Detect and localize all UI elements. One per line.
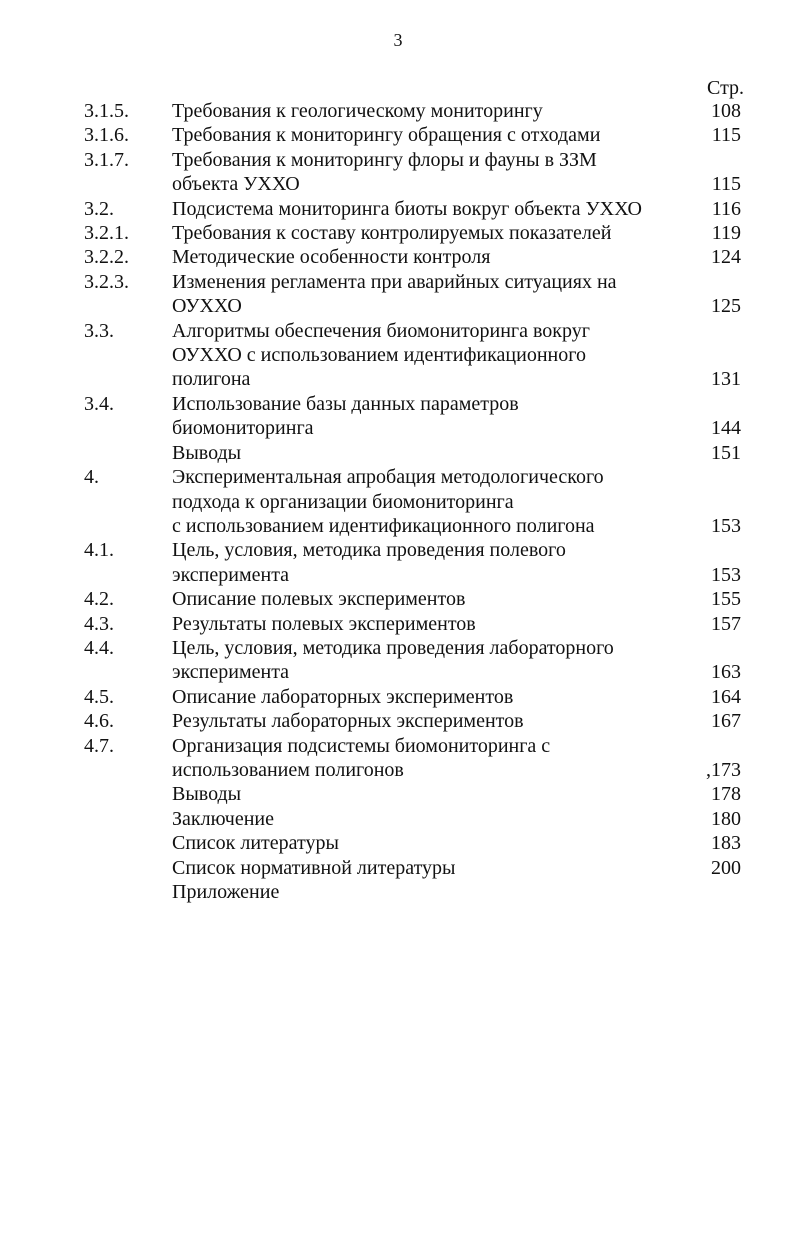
- section-title: [172, 319, 692, 392]
- page-ref: 164: [711, 685, 741, 708]
- section-title-line: Подсистема мониторинга биоты вокруг объекта УХХО: [172, 197, 642, 220]
- section-title-line: Цель, условия, методика проведения лабораторного: [172, 636, 614, 659]
- section-title-line: Цель, условия, методика проведения полевого: [172, 539, 566, 562]
- page-ref: 157: [711, 612, 741, 635]
- toc-entry: [0, 734, 796, 783]
- section-title-line: Требования к составу контролируемых показателей: [172, 222, 612, 245]
- section-title: [172, 221, 692, 245]
- toc-entry: [0, 709, 796, 733]
- section-title: [172, 831, 692, 855]
- section-title-line: Экспериментальная апробация методологического: [172, 466, 604, 489]
- section-title: [172, 441, 692, 465]
- page-ref: 124: [711, 246, 741, 269]
- section-title-line: Алгоритмы обеспечения биомониторинга вокруг: [172, 319, 590, 342]
- section-title-line: подхода к организации биомониторинга: [172, 490, 514, 513]
- page-ref: 163: [711, 661, 741, 684]
- section-number: 4.5.: [84, 685, 114, 708]
- section-title-line: Список литературы: [172, 832, 339, 855]
- section-number: 3.2.3.: [84, 270, 129, 293]
- section-title-line: Выводы: [172, 783, 242, 806]
- toc-entry: [0, 831, 796, 855]
- section-title-line: Описание лабораторных экспериментов: [172, 685, 514, 708]
- toc-entry: [0, 441, 796, 465]
- page-ref: 155: [711, 588, 741, 611]
- page-ref: 125: [711, 295, 741, 318]
- page-ref: 167: [711, 710, 741, 733]
- section-number: 3.3.: [84, 319, 114, 342]
- section-title-line: Методические особенности контроля: [172, 246, 491, 269]
- section-title: [172, 99, 692, 123]
- section-title-line: Результаты лабораторных экспериментов: [172, 710, 524, 733]
- page-ref: 115: [711, 124, 741, 147]
- section-title: [172, 270, 692, 319]
- toc-entry: [0, 221, 796, 245]
- section-title: [172, 123, 692, 147]
- toc-entry: [0, 685, 796, 709]
- page-number: 3: [393, 30, 403, 50]
- section-number: 4.2.: [84, 588, 114, 611]
- toc-entry: [0, 636, 796, 685]
- section-title: [172, 612, 692, 636]
- section-title: [172, 709, 692, 733]
- toc-entry: [0, 148, 796, 197]
- section-title: [172, 782, 692, 806]
- section-title-line: Результаты полевых экспериментов: [172, 612, 476, 635]
- page-ref: 116: [711, 197, 741, 220]
- toc-entry: [0, 319, 796, 392]
- section-title: [172, 856, 692, 880]
- section-title-line: Выводы: [172, 441, 242, 464]
- section-title-line: Требования к мониторингу обращения с отходами: [172, 124, 601, 147]
- section-title-line: Описание полевых экспериментов: [172, 588, 466, 611]
- section-number: 3.2.2.: [84, 246, 129, 269]
- page-ref: 183: [711, 832, 741, 855]
- section-number: 4.7.: [84, 734, 114, 757]
- page-ref: 180: [711, 807, 741, 830]
- section-number: 4.: [84, 466, 99, 489]
- page-ref: 153: [711, 563, 741, 586]
- page-ref: 119: [711, 222, 741, 245]
- section-number: 3.1.7.: [84, 148, 129, 171]
- section-title: [172, 148, 692, 197]
- section-title: [172, 685, 692, 709]
- section-title: [172, 392, 692, 441]
- page-ref: 153: [711, 514, 741, 537]
- toc-entry: [0, 807, 796, 831]
- section-number: 4.4.: [84, 636, 114, 659]
- section-title-line: Заключение: [172, 807, 274, 830]
- section-title-line: ОУХХО: [172, 295, 242, 318]
- section-title-line: использованием полигонов: [172, 758, 404, 781]
- pages-column-header: Стр.: [707, 77, 745, 99]
- page-ref: ,173: [706, 758, 741, 781]
- section-title-line: биомониторинга: [172, 417, 314, 440]
- toc-entry: [0, 465, 796, 538]
- section-title-line: с использованием идентификационного полигона: [172, 514, 595, 537]
- toc-entry: [0, 856, 796, 880]
- section-title: [172, 734, 692, 783]
- section-title: [172, 636, 692, 685]
- section-title: [172, 880, 692, 904]
- section-number: 4.3.: [84, 612, 114, 635]
- section-title-line: Приложение: [172, 881, 280, 903]
- section-title-line: ОУХХО с использованием идентификационного: [172, 344, 586, 367]
- page-ref: 144: [711, 417, 741, 440]
- section-title-line: Организация подсистемы биомониторинга с: [172, 734, 551, 757]
- page-ref: 115: [711, 173, 741, 196]
- section-title-line: Изменения регламента при аварийных ситуациях на: [172, 270, 617, 293]
- section-title: [172, 807, 692, 831]
- section-number: 4.6.: [84, 710, 114, 733]
- toc-entry: [0, 392, 796, 441]
- section-title: [172, 197, 692, 221]
- toc-entry: [0, 245, 796, 269]
- table-of-contents: [0, 99, 796, 904]
- section-number: 3.4.: [84, 392, 114, 415]
- section-title-line: Список нормативной литературы: [172, 856, 456, 879]
- section-title-line: полигона: [172, 368, 251, 391]
- section-title: [172, 465, 692, 538]
- toc-entry: [0, 587, 796, 611]
- page-ref: 108: [711, 100, 741, 122]
- section-title-line: Требования к геологическому мониторингу: [172, 100, 543, 122]
- section-number: 3.2.1.: [84, 222, 129, 245]
- section-title-line: эксперимента: [172, 661, 290, 684]
- toc-entry: [0, 123, 796, 147]
- toc-entry: [0, 612, 796, 636]
- toc-entry: [0, 99, 796, 123]
- page-ref: 131: [711, 368, 741, 391]
- toc-entry: [0, 880, 796, 904]
- section-title-line: объекта УХХО: [172, 173, 300, 196]
- page-ref: 200: [711, 856, 741, 879]
- section-number: 3.1.6.: [84, 124, 129, 147]
- toc-entry: [0, 538, 796, 587]
- section-title-line: эксперимента: [172, 563, 290, 586]
- page-ref: 151: [711, 441, 741, 464]
- section-number: 3.1.5.: [84, 100, 129, 122]
- section-title: [172, 587, 692, 611]
- section-title-line: Использование базы данных параметров: [172, 392, 519, 415]
- section-title: [172, 245, 692, 269]
- toc-entry: [0, 197, 796, 221]
- section-title: [172, 538, 692, 587]
- toc-entry: [0, 270, 796, 319]
- section-number: 4.1.: [84, 539, 114, 562]
- toc-entry: [0, 782, 796, 806]
- page-ref: 178: [711, 783, 741, 806]
- section-title-line: Требования к мониторингу флоры и фауны в ЗЗМ: [172, 148, 597, 171]
- section-number: 3.2.: [84, 197, 114, 220]
